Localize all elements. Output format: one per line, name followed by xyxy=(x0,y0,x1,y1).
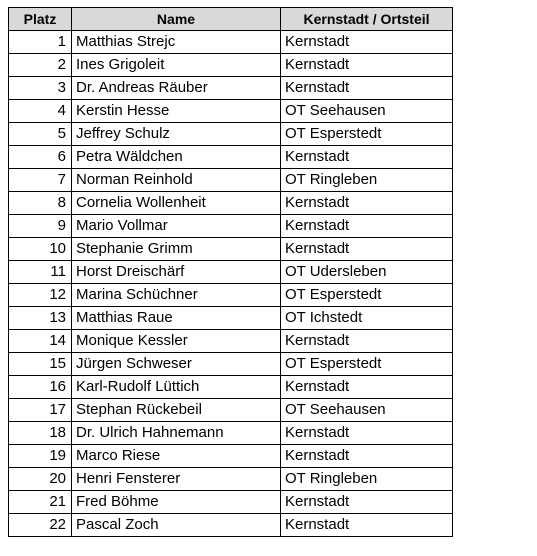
cell-platz: 8 xyxy=(9,192,72,215)
header-platz: Platz xyxy=(9,8,72,31)
cell-name: Henri Fensterer xyxy=(72,468,281,491)
cell-ort: OT Seehausen xyxy=(281,100,453,123)
table-row xyxy=(9,307,453,330)
cell-platz: 1 xyxy=(9,31,72,54)
table-body xyxy=(9,31,453,537)
cell-platz: 7 xyxy=(9,169,72,192)
cell-ort: Kernstadt xyxy=(281,238,453,261)
cell-name: Monique Kessler xyxy=(72,330,281,353)
cell-ort: OT Ringleben xyxy=(281,468,453,491)
table-row xyxy=(9,192,453,215)
table-row xyxy=(9,445,453,468)
table-row xyxy=(9,77,453,100)
cell-name: Stephanie Grimm xyxy=(72,238,281,261)
cell-platz: 12 xyxy=(9,284,72,307)
cell-ort: Kernstadt xyxy=(281,514,453,537)
cell-ort: OT Esperstedt xyxy=(281,123,453,146)
table-row xyxy=(9,238,453,261)
table-row xyxy=(9,284,453,307)
cell-ort: OT Esperstedt xyxy=(281,284,453,307)
cell-name: Matthias Strejc xyxy=(72,31,281,54)
header-ort: Kernstadt / Ortsteil xyxy=(281,8,453,31)
cell-platz: 10 xyxy=(9,238,72,261)
cell-platz: 4 xyxy=(9,100,72,123)
table-row xyxy=(9,31,453,54)
cell-platz: 13 xyxy=(9,307,72,330)
cell-name: Jeffrey Schulz xyxy=(72,123,281,146)
header-row xyxy=(9,8,453,31)
cell-platz: 22 xyxy=(9,514,72,537)
cell-name: Petra Wäldchen xyxy=(72,146,281,169)
cell-ort: Kernstadt xyxy=(281,445,453,468)
cell-platz: 2 xyxy=(9,54,72,77)
cell-name: Matthias Raue xyxy=(72,307,281,330)
cell-name: Ines Grigoleit xyxy=(72,54,281,77)
cell-name: Marina Schüchner xyxy=(72,284,281,307)
cell-platz: 5 xyxy=(9,123,72,146)
cell-ort: OT Esperstedt xyxy=(281,353,453,376)
cell-name: Horst Dreischärf xyxy=(72,261,281,284)
cell-platz: 16 xyxy=(9,376,72,399)
cell-platz: 15 xyxy=(9,353,72,376)
cell-ort: OT Ichstedt xyxy=(281,307,453,330)
table-row xyxy=(9,100,453,123)
cell-ort: Kernstadt xyxy=(281,146,453,169)
table-row xyxy=(9,422,453,445)
cell-ort: OT Ringleben xyxy=(281,169,453,192)
cell-ort: Kernstadt xyxy=(281,77,453,100)
cell-name: Fred Böhme xyxy=(72,491,281,514)
cell-platz: 19 xyxy=(9,445,72,468)
cell-ort: Kernstadt xyxy=(281,54,453,77)
header-name: Name xyxy=(72,8,281,31)
cell-ort: Kernstadt xyxy=(281,330,453,353)
cell-name: Marco Riese xyxy=(72,445,281,468)
table-row xyxy=(9,261,453,284)
cell-name: Kerstin Hesse xyxy=(72,100,281,123)
cell-name: Stephan Rückebeil xyxy=(72,399,281,422)
cell-ort: OT Seehausen xyxy=(281,399,453,422)
table-header xyxy=(9,8,453,31)
cell-name: Dr. Ulrich Hahnemann xyxy=(72,422,281,445)
cell-ort: Kernstadt xyxy=(281,192,453,215)
table-row xyxy=(9,146,453,169)
cell-ort: Kernstadt xyxy=(281,376,453,399)
table-row xyxy=(9,399,453,422)
table-row xyxy=(9,330,453,353)
cell-platz: 3 xyxy=(9,77,72,100)
table-row xyxy=(9,353,453,376)
cell-name: Mario Vollmar xyxy=(72,215,281,238)
cell-platz: 11 xyxy=(9,261,72,284)
cell-name: Norman Reinhold xyxy=(72,169,281,192)
results-table xyxy=(8,7,453,537)
cell-platz: 9 xyxy=(9,215,72,238)
cell-ort: Kernstadt xyxy=(281,491,453,514)
cell-platz: 14 xyxy=(9,330,72,353)
cell-name: Pascal Zoch xyxy=(72,514,281,537)
cell-platz: 20 xyxy=(9,468,72,491)
cell-name: Cornelia Wollenheit xyxy=(72,192,281,215)
cell-ort: OT Udersleben xyxy=(281,261,453,284)
cell-platz: 6 xyxy=(9,146,72,169)
table-row xyxy=(9,376,453,399)
cell-platz: 18 xyxy=(9,422,72,445)
table-row xyxy=(9,54,453,77)
table-row xyxy=(9,123,453,146)
cell-ort: Kernstadt xyxy=(281,215,453,238)
cell-ort: Kernstadt xyxy=(281,31,453,54)
cell-name: Karl-Rudolf Lüttich xyxy=(72,376,281,399)
cell-ort: Kernstadt xyxy=(281,422,453,445)
cell-platz: 21 xyxy=(9,491,72,514)
table-row xyxy=(9,215,453,238)
table-row xyxy=(9,491,453,514)
table-row xyxy=(9,169,453,192)
cell-name: Jürgen Schweser xyxy=(72,353,281,376)
cell-name: Dr. Andreas Räuber xyxy=(72,77,281,100)
table-row xyxy=(9,468,453,491)
table-row xyxy=(9,514,453,537)
cell-platz: 17 xyxy=(9,399,72,422)
